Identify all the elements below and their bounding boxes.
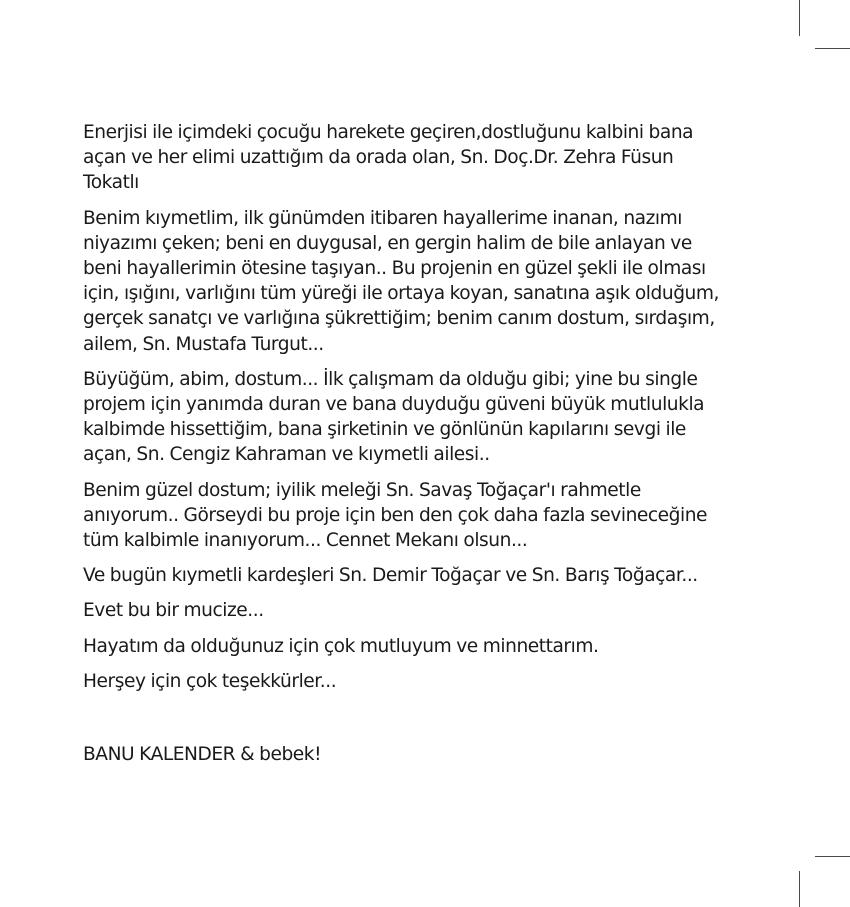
- paragraph-tesekkurler: Herşey için çok teşekkürler...: [83, 670, 337, 692]
- crop-mark-top-vertical: [799, 0, 800, 36]
- crop-mark-top-horizontal: [815, 48, 850, 49]
- signature: BANU KALENDER & bebek!: [83, 744, 322, 766]
- paragraph-mustafa-turgut: Benim kıymetlim, ilk günümden itibaren hayallerime inanan, nazımı niyazımı çeken; beni en duygusal, en gergin halim de bile anlayan ve beni hayallerimin ötesine taşıyan.. Bu projenin en güzel şekli ile olması için, ışığını, varlığını tüm yüreği ile ortaya koyan, sanatına aşık olduğum, gerçek sanatçı ve varlığına şükrettiğim; benim canım dostum, sırdaşım, ailem, Sn. Mustafa Turgut...: [83, 207, 720, 355]
- acknowledgements-text: [83, 120, 733, 767]
- paragraph-minnettarim: Hayatım da olduğunuz için çok mutluyum ve minnettarım.: [83, 635, 599, 657]
- paragraph-mucize: Evet bu bir mucize...: [83, 600, 264, 622]
- paragraph-savas-togacar: Benim güzel dostum; iyilik meleği Sn. Savaş Toğaçar'ı rahmetle anıyorum.. Görseydi bu proje için ben den çok daha fazla sevineceğine tüm kalbimle inanıyorum... Cennet Mekanı olsun...: [83, 479, 708, 552]
- crop-mark-bottom-horizontal: [815, 856, 850, 857]
- paragraph-zehra-fusun-tokatli: Enerjisi ile içimdeki çocuğu harekete geçiren,dostluğunu kalbini bana açan ve her elimi uzattığım da orada olan, Sn. Doç.Dr. Zehra Füsun Tokatlı: [83, 122, 694, 194]
- crop-mark-bottom-vertical: [799, 871, 800, 907]
- paragraph-demir-baris-togacar: Ve bugün kıymetli kardeşleri Sn. Demir Toğaçar ve Sn. Barış Toğaçar...: [83, 565, 698, 587]
- paragraph-cengiz-kahraman: Büyüğüm, abim, dostum... İlk çalışmam da olduğu gibi; yine bu single projem için yanımda duran ve bana duyduğu güveni büyük mutlulukla kalbimde hissettiğim, bana şirketinin ve gönlünün kapılarını sevgi ile açan, Sn. Cengiz Kahraman ve kıymetli ailesi..: [83, 368, 705, 466]
